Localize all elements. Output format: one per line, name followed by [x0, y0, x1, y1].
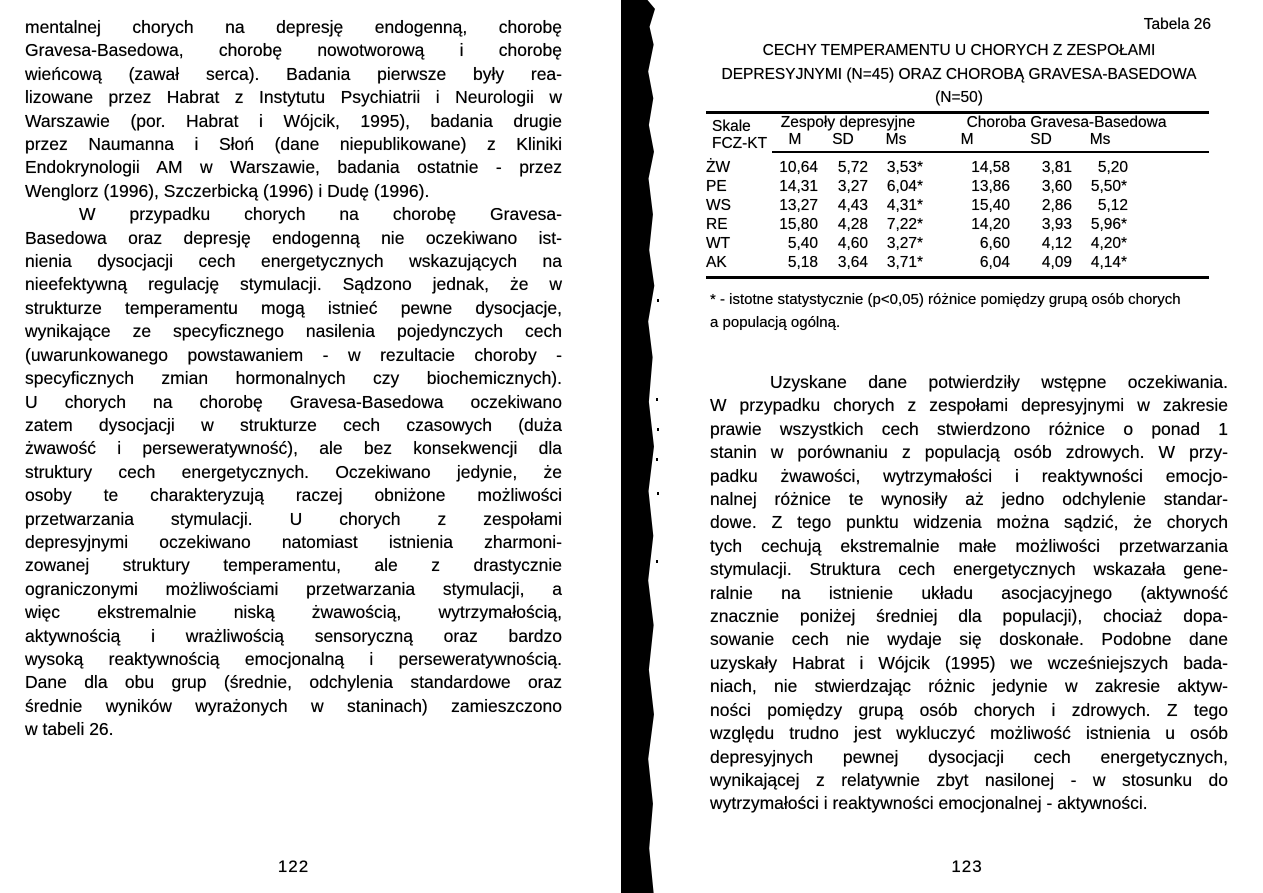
sub-header: M: [924, 131, 1010, 152]
value-cell: 3,71*: [886, 254, 924, 271]
text-line: Wenglorz (1996), Szczerbicką (1996) i Dudę (1996).: [25, 180, 430, 201]
text-line: Dane dla obu grup (średnie, odchylenia standardowe oraz: [25, 672, 562, 693]
value-cell: 5,72: [837, 159, 868, 176]
filler-header: [1128, 131, 1209, 152]
table-row: [706, 177, 1209, 196]
scan-speckle: [657, 428, 659, 431]
text-line: ograniczonymi możliwościami przetwarzania stymulacji, a: [25, 578, 562, 599]
scale-cell: RE: [706, 216, 728, 233]
text-line: lizowane przez Habrat z Instytutu Psychiatrii i Neurologii w: [25, 87, 562, 108]
stub-line: FCZ-KT: [712, 135, 768, 152]
text-line: wieńcową (zawał serca). Badania pierwsze były rea-: [25, 63, 562, 84]
value-cell: 4,60: [837, 235, 868, 252]
scale-cell: ŻW: [706, 158, 731, 176]
text-line: depresyjnych pewnej dysocjacji cech energetycznych,: [710, 746, 1228, 767]
filler-cell: [1128, 196, 1209, 215]
value-cell: 4,43: [837, 197, 868, 214]
group-header: Zespoły depresyjne: [780, 114, 916, 131]
value-cell: 7,22*: [886, 216, 924, 233]
table-row: [706, 234, 1209, 253]
sub-header: M: [772, 131, 818, 152]
page-number-left: 122: [277, 857, 310, 876]
text-line: w tabeli 26.: [25, 719, 114, 740]
table-row: [706, 215, 1209, 234]
value-cell: 5,50*: [1090, 178, 1128, 195]
text-line: strukturze temperamentu mogą istnieć pewne dysocjacje,: [25, 297, 562, 318]
value-cell: 3,64: [837, 254, 868, 271]
scale-cell: PE: [706, 178, 727, 195]
text-line: specyficznych zmian hormonalnych czy biochemicznych).: [25, 368, 562, 389]
value-cell: 4,12: [1041, 235, 1073, 252]
text-line: dowe. Z tego punktu widzenia można sądzić, że chorych: [710, 512, 1228, 533]
sub-header: SD: [818, 131, 868, 152]
value-cell: 4,14*: [1090, 254, 1128, 271]
value-cell: 6,04*: [886, 178, 924, 195]
value-cell: 5,20: [1097, 159, 1129, 176]
text-line: Uzyskane dane potwierdziły wstępne oczekiwania.: [770, 372, 1228, 392]
value-cell: 3,27*: [886, 235, 924, 252]
scan-speckle: [656, 458, 658, 461]
right-page-text: [710, 371, 1228, 816]
value-cell: 5,12: [1097, 197, 1129, 214]
text-line: stanin w porównaniu z populacją osób zdrowych. W przy-: [710, 442, 1228, 463]
value-cell: 14,31: [779, 178, 818, 195]
table-footnote: [710, 288, 1216, 334]
temperament-table: [706, 111, 1209, 279]
group-header: Choroba Gravesa-Basedowa: [966, 114, 1167, 131]
table-stub-header: [706, 113, 772, 153]
value-cell: 3,60: [1041, 178, 1073, 195]
text-line: stymulacji. Struktura cech energetycznych wskazała gene-: [710, 559, 1228, 580]
value-cell: 4,20*: [1090, 235, 1128, 252]
text-line: żwawość i perseweratywność), ale bez konsekwencji dla: [25, 438, 562, 459]
value-cell: 5,96*: [1090, 216, 1128, 233]
footnote-line: a populacją ogólną.: [710, 314, 841, 331]
scan-speckle: [657, 492, 659, 495]
value-cell: 6,04: [979, 254, 1011, 271]
text-line: wynikającej z relatywnie zbyt nasilonej - w stosunku do: [710, 769, 1228, 790]
text-line: względu trudno jest wykluczyć możliwość istnienia u osób: [710, 723, 1228, 744]
text-line: U chorych na chorobę Gravesa-Basedowa oczekiwano: [25, 391, 562, 412]
value-cell: 14,20: [971, 216, 1011, 233]
text-line: przez Naumanna i Słoń (dane niepublikowane) z Kliniki: [25, 134, 562, 155]
text-line: ności pomiędzy grupą osób chorych i zdrowych. Z tego: [710, 699, 1228, 720]
filler-cell: [1128, 152, 1209, 177]
table-title: [706, 39, 1212, 110]
text-line: sowanie cech nie wydaje się doskonałe. Podobne dane: [710, 629, 1228, 650]
table-wrap: [706, 111, 1209, 279]
text-line: osoby te charakteryzują raczej obniżone możliwości: [25, 485, 562, 506]
text-line: nieefektywną regulację stymulacji. Sądzono jednak, że w: [25, 274, 562, 295]
text-line: Gravesa-Basedowa, chorobę nowotworową i chorobę: [25, 40, 562, 61]
scale-cell: AK: [706, 254, 727, 271]
text-line: niach, nie stwierdzając różnic jedynie w zakresie aktyw-: [710, 676, 1228, 697]
scan-speckle: [656, 398, 658, 401]
table-row: [706, 196, 1209, 215]
text-line: W przypadku chorych z zespołami depresyjnymi w zakresie: [710, 395, 1228, 416]
table-row: [706, 152, 1209, 177]
scan-speckle: [656, 560, 658, 563]
scan-speckle: [657, 299, 659, 302]
left-page-text: [25, 16, 562, 742]
value-cell: 15,40: [971, 197, 1011, 214]
text-line: zatem dysocjacji w strukturze cech czasowych (duża: [25, 414, 562, 435]
sub-header: Ms: [1072, 131, 1128, 152]
table-title-line: DEPRESYJNYMI (N=45) ORAZ CHOROBĄ GRAVESA-BASEDOWA: [721, 65, 1197, 83]
filler-cell: [1128, 253, 1209, 278]
value-cell: 3,93: [1041, 216, 1073, 233]
text-line: Warszawie (por. Habrat i Wójcik, 1995), badania drugie: [25, 110, 562, 131]
sub-header: Ms: [868, 131, 924, 152]
text-line: więc ekstremalnie niską żwawością, wytrzymałością,: [25, 602, 562, 623]
page-number-right: 123: [951, 857, 983, 876]
text-line: (uwarunkowanego powstawaniem - w rezultacie choroby -: [25, 344, 562, 365]
value-cell: 3,27: [837, 178, 868, 195]
text-line: depresyjnymi oczekiwano natomiast istnienia zharmoni-: [25, 531, 562, 552]
value-cell: 4,09: [1041, 254, 1073, 271]
value-cell: 14,58: [971, 159, 1011, 176]
text-line: wynikające ze specyficznego nasilenia pojedynczych cech: [25, 321, 562, 342]
sub-header: SD: [1010, 131, 1072, 152]
value-cell: 5,40: [787, 235, 818, 252]
table-title-line: (N=50): [935, 89, 983, 106]
text-line: struktury cech energetycznych. Oczekiwano jedynie, że: [25, 461, 562, 482]
text-line: zowanej struktury temperamentu, ale z drastycznie: [25, 555, 562, 576]
text-line: prawie wszystkich cech stwierdzono różnice o ponad 1: [710, 418, 1228, 439]
value-cell: 4,28: [837, 216, 868, 233]
filler-cell: [1128, 177, 1209, 196]
value-cell: 10,64: [779, 159, 818, 176]
value-cell: 13,86: [971, 178, 1011, 195]
value-cell: 5,18: [787, 254, 818, 271]
text-line: aktywnością i wrażliwością sensoryczną oraz bardzo: [25, 625, 562, 646]
value-cell: 13,27: [779, 197, 818, 214]
text-line: mentalnej chorych na depresję endogenną, chorobę: [25, 17, 562, 37]
text-line: ralnie na istnienie układu asocjacyjnego (aktywność: [710, 582, 1228, 603]
table-number-label: Tabela 26: [1143, 16, 1211, 33]
stub-line: Skale: [712, 118, 751, 135]
text-line: nienia dysocjacji cech energetycznych wskazujących na: [25, 251, 562, 272]
value-cell: 3,53*: [886, 159, 924, 176]
table-row: [706, 253, 1209, 278]
value-cell: 15,80: [779, 216, 818, 233]
filler-cell: [1128, 215, 1209, 234]
text-line: Basedowa oraz depresję endogenną nie oczekiwano ist-: [25, 227, 562, 248]
value-cell: 2,86: [1041, 197, 1073, 214]
text-line: W przypadku chorych na chorobę Gravesa-: [79, 204, 562, 225]
value-cell: 3,81: [1041, 159, 1073, 176]
footnote-line: * - istotne statystycznie (p<0,05) różnice pomiędzy grupą osób chorych: [710, 291, 1181, 308]
text-line: przetwarzania stymulacji. U chorych z zespołami: [25, 508, 562, 529]
book-gutter-strip: [621, 0, 655, 893]
scale-cell: WS: [706, 197, 731, 214]
text-line: padku żwawości, wytrzymałości i reaktywności emocjo-: [710, 465, 1228, 486]
table-title-line: CECHY TEMPERAMENTU U CHORYCH Z ZESPOŁAMI: [762, 42, 1156, 59]
text-line: wysoką reaktywnością emocjonalną i perseweratywnością.: [25, 648, 562, 669]
filler-cell: [1128, 234, 1209, 253]
text-line: uzyskały Habrat i Wójcik (1995) we wcześniejszych bada-: [710, 652, 1228, 673]
text-line: Endokrynologii AM w Warszawie, badania ostatnie - przez: [25, 157, 562, 178]
text-line: tych cechują ekstremalnie małe możliwości przetwarzania: [710, 535, 1228, 556]
text-line: średnie wyników wyrażonych w staninach) zamieszczono: [25, 695, 562, 716]
value-cell: 4,31*: [886, 197, 924, 214]
text-line: nalnej różnice te wynosiły aż jedno odchylenie standar-: [710, 489, 1228, 510]
value-cell: 6,60: [979, 235, 1011, 252]
scale-cell: WT: [706, 235, 731, 252]
text-line: znacznie poniżej średniej dla populacji), chociaż dopa-: [710, 606, 1228, 627]
text-line: wytrzymałości i reaktywności emocjonalnej - aktywności.: [710, 793, 1148, 814]
